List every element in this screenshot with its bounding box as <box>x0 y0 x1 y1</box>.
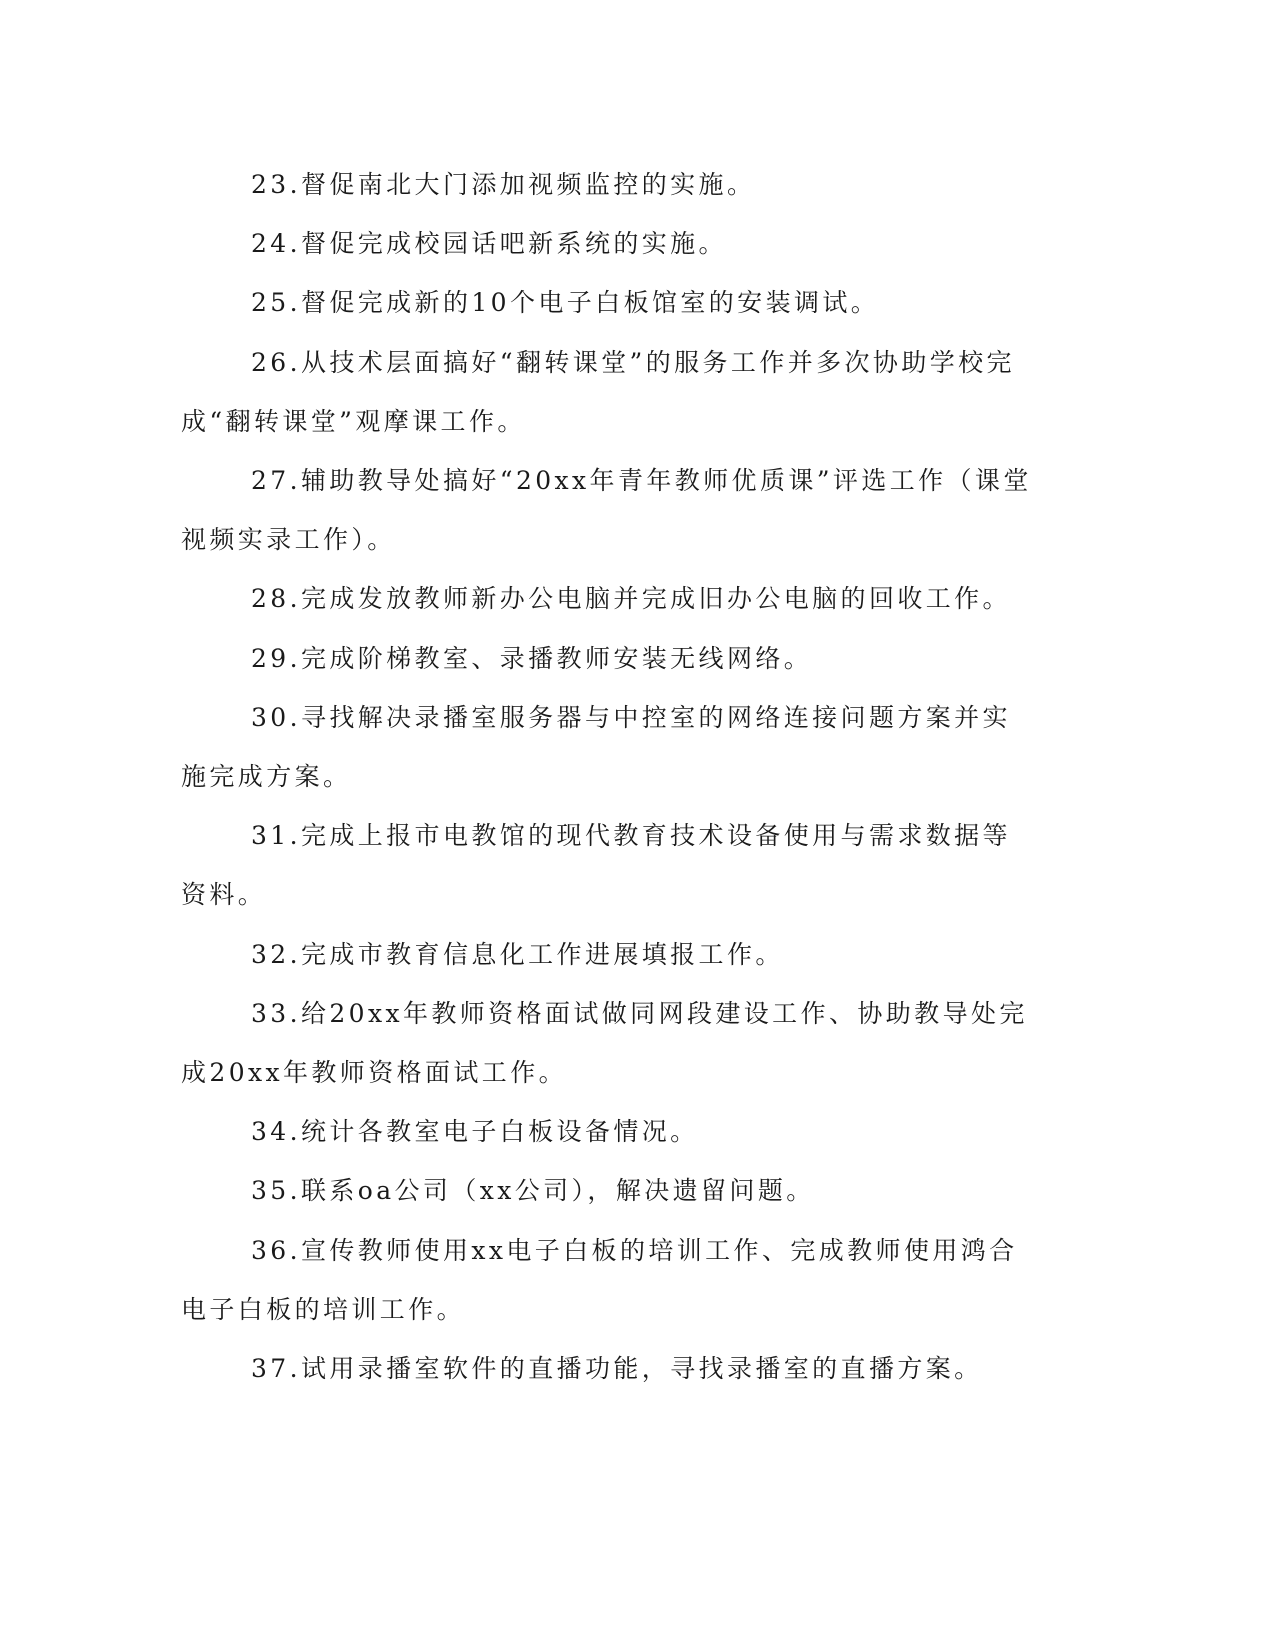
list-item-35: 35.联系oa公司（xx公司），解决遗留问题。 <box>251 1176 815 1206</box>
list-item-32: 32.完成市教育信息化工作进展填报工作。 <box>251 939 784 969</box>
list-item-29: 29.完成阶梯教室、录播教师安装无线网络。 <box>251 643 813 673</box>
list-item-25: 25.督促完成新的10个电子白板馆室的安装调试。 <box>251 288 880 318</box>
list-item-37: 37.试用录播室软件的直播功能，寻找录播室的直播方案。 <box>251 1354 983 1384</box>
document-body <box>181 155 1039 1398</box>
list-item-34: 34.统计各教室电子白板设备情况。 <box>251 1117 699 1147</box>
list-item-26: 26.从技术层面搞好“翻转课堂”的服务工作并多次协助学校完成“翻转课堂”观摩课工作。 <box>181 347 1015 436</box>
list-item-36: 36.宣传教师使用xx电子白板的培训工作、完成教师使用鸿合电子白板的培训工作。 <box>181 1235 1018 1324</box>
list-item-27: 27.辅助教导处搞好“20xx年青年教师优质课”评选工作（课堂视频实录工作）。 <box>181 466 1032 555</box>
list-item-31: 31.完成上报市电教馆的现代教育技术设备使用与需求数据等资料。 <box>181 821 1011 910</box>
list-item-23: 23.督促南北大门添加视频监控的实施。 <box>251 170 756 199</box>
list-item-30: 30.寻找解决录播室服务器与中控室的网络连接问题方案并实施完成方案。 <box>181 702 1011 792</box>
list-item-28: 28.完成发放教师新办公电脑并完成旧办公电脑的回收工作。 <box>251 584 1011 614</box>
list-item-24: 24.督促完成校园话吧新系统的实施。 <box>251 229 727 259</box>
list-item-33: 33.给20xx年教师资格面试做同网段建设工作、协助教导处完成20xx年教师资格面试工作。 <box>181 998 1028 1088</box>
